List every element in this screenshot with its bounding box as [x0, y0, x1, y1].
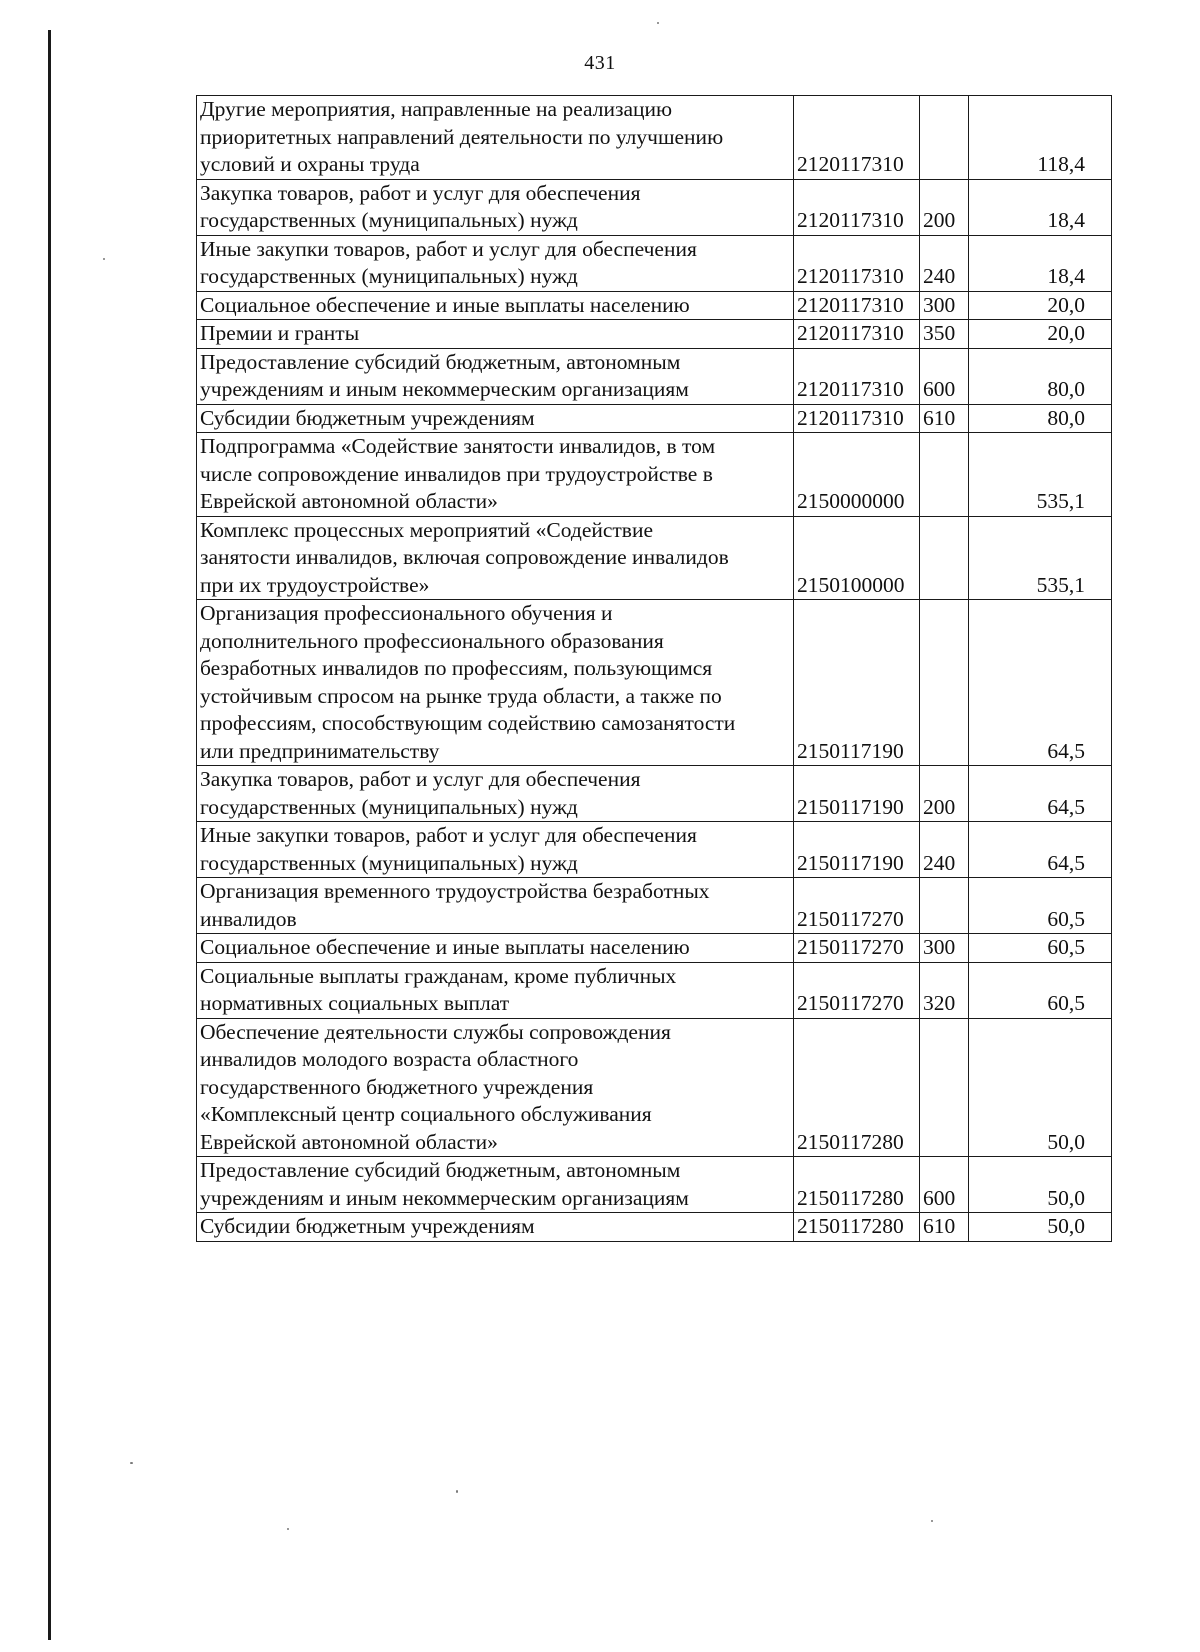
row-name-line: Предоставление субсидий бюджетным, автономным	[200, 1158, 681, 1182]
row-name-line: устойчивым спросом на рынке труда области, а также по	[200, 683, 722, 708]
table-row	[197, 962, 1112, 1018]
row-name-line: государственных (муниципальных) нужд	[200, 850, 578, 875]
row-type-cell: 200	[920, 766, 969, 822]
row-name-cell	[197, 433, 794, 517]
row-name-line: Другие мероприятия, направленные на реализацию	[200, 97, 673, 121]
row-code-cell: 2150117190	[794, 600, 920, 766]
table-row	[197, 320, 1112, 349]
row-type-cell: 610	[920, 1213, 969, 1242]
row-amount-cell: 64,5	[969, 766, 1112, 822]
row-code-cell: 2150117280	[794, 1213, 920, 1242]
row-type-cell	[920, 1018, 969, 1157]
row-name-line: Предоставление субсидий бюджетным, автономным	[200, 349, 681, 374]
row-name-line: или предпринимательству	[200, 738, 440, 763]
row-name-line: Иные закупки товаров, работ и услуг для обеспечения	[200, 236, 697, 261]
row-name-line: государственных (муниципальных) нужд	[200, 264, 578, 288]
table-row	[197, 766, 1112, 822]
table-row	[197, 1018, 1112, 1157]
row-amount-cell: 50,0	[969, 1213, 1112, 1242]
row-code-cell: 2150117280	[794, 1018, 920, 1157]
row-type-cell: 240	[920, 822, 969, 878]
row-type-cell	[920, 516, 969, 600]
row-name-cell	[197, 934, 794, 963]
row-code-cell: 2150117270	[794, 878, 920, 934]
table-row	[197, 1213, 1112, 1242]
table-row	[197, 179, 1112, 235]
row-name-line: государственных (муниципальных) нужд	[200, 208, 578, 232]
table-row	[197, 404, 1112, 433]
row-name-line: условий и охраны труда	[200, 152, 420, 176]
table-row	[197, 433, 1112, 517]
row-name-line: Закупка товаров, работ и услуг для обеспечения	[200, 180, 641, 205]
row-code-cell: 2120117310	[794, 291, 920, 320]
row-type-cell: 600	[920, 1157, 969, 1213]
row-name-line: Еврейской автономной области»	[200, 1129, 498, 1154]
row-name-line: Премии и гранты	[200, 321, 360, 345]
row-name-line: государственного бюджетного учреждения	[200, 1074, 594, 1099]
row-name-line: дополнительного профессионального образования	[200, 628, 664, 653]
row-code-cell: 2150117270	[794, 962, 920, 1018]
row-name-cell	[197, 962, 794, 1018]
row-amount-cell: 535,1	[969, 433, 1112, 517]
page-number: 431	[584, 52, 616, 74]
row-amount-cell: 80,0	[969, 348, 1112, 404]
row-type-cell: 300	[920, 291, 969, 320]
scan-speck	[456, 1490, 458, 1493]
table-row	[197, 1157, 1112, 1213]
row-name-line: числе сопровождение инвалидов при трудоустройстве в	[200, 461, 713, 486]
table-row	[197, 934, 1112, 963]
row-name-line: Субсидии бюджетным учреждениям	[200, 405, 535, 430]
row-name-cell	[197, 404, 794, 433]
row-type-cell: 200	[920, 179, 969, 235]
row-type-cell	[920, 878, 969, 934]
scan-speck	[130, 1462, 133, 1464]
row-name-cell	[197, 179, 794, 235]
row-amount-cell: 60,5	[969, 878, 1112, 934]
table-row	[197, 348, 1112, 404]
row-name-cell	[197, 235, 794, 291]
row-amount-cell: 64,5	[969, 600, 1112, 766]
row-amount-cell: 50,0	[969, 1018, 1112, 1157]
row-type-cell	[920, 433, 969, 517]
table-row	[197, 291, 1112, 320]
row-code-cell: 2150000000	[794, 433, 920, 517]
row-name-line: учреждениям и иным некоммерческим организациям	[200, 1185, 689, 1210]
row-code-cell: 2120117310	[794, 179, 920, 235]
row-amount-cell: 18,4	[969, 235, 1112, 291]
row-name-line: Социальные выплаты гражданам, кроме публичных	[200, 963, 677, 988]
row-name-line: нормативных социальных выплат	[200, 991, 510, 1015]
row-amount-cell: 535,1	[969, 516, 1112, 600]
table-row	[197, 96, 1112, 180]
row-amount-cell: 60,5	[969, 934, 1112, 963]
row-name-cell	[197, 822, 794, 878]
row-name-line: Подпрограмма «Содействие занятости инвалидов, в том	[200, 434, 716, 458]
row-code-cell: 2120117310	[794, 96, 920, 180]
row-code-cell: 2150117190	[794, 766, 920, 822]
row-name-cell	[197, 1157, 794, 1213]
row-name-line: инвалидов	[200, 906, 297, 931]
row-code-cell: 2150117190	[794, 822, 920, 878]
table-row	[197, 822, 1112, 878]
row-name-line: «Комплексный центр социального обслуживания	[200, 1102, 652, 1126]
row-name-line: Комплекс процессных мероприятий «Содействие	[200, 517, 654, 542]
row-name-cell	[197, 878, 794, 934]
budget-table-body	[197, 96, 1112, 1242]
row-amount-cell: 20,0	[969, 320, 1112, 349]
row-code-cell: 2150117280	[794, 1157, 920, 1213]
table-row	[197, 600, 1112, 766]
scan-speck	[931, 1520, 933, 1522]
row-type-cell	[920, 600, 969, 766]
row-name-line: Организация временного трудоустройства безработных	[200, 879, 710, 903]
row-name-line: учреждениям и иным некоммерческим организациям	[200, 377, 689, 401]
row-amount-cell: 60,5	[969, 962, 1112, 1018]
row-type-cell: 240	[920, 235, 969, 291]
row-name-line: профессиям, способствующим содействию самозанятости	[200, 711, 736, 735]
row-name-cell	[197, 1018, 794, 1157]
row-name-cell	[197, 291, 794, 320]
budget-table	[196, 95, 1112, 1242]
row-name-line: Социальное обеспечение и иные выплаты населению	[200, 292, 690, 317]
row-amount-cell: 64,5	[969, 822, 1112, 878]
row-amount-cell: 80,0	[969, 404, 1112, 433]
row-name-cell	[197, 516, 794, 600]
scan-speck	[103, 258, 105, 260]
row-name-line: Обеспечение деятельности службы сопровождения	[200, 1019, 671, 1044]
table-row	[197, 878, 1112, 934]
row-name-line: Организация профессионального обучения и	[200, 601, 613, 625]
row-name-line: Закупка товаров, работ и услуг для обеспечения	[200, 767, 641, 791]
row-type-cell: 320	[920, 962, 969, 1018]
row-code-cell: 2120117310	[794, 235, 920, 291]
row-name-line: при их трудоустройстве»	[200, 572, 430, 597]
row-code-cell: 2120117310	[794, 404, 920, 433]
row-name-line: Еврейской автономной области»	[200, 489, 498, 513]
scan-speck	[287, 1528, 289, 1530]
row-name-line: государственных (муниципальных) нужд	[200, 794, 578, 819]
row-name-line: Социальное обеспечение и иные выплаты населению	[200, 935, 690, 959]
row-name-cell	[197, 96, 794, 180]
row-code-cell: 2150100000	[794, 516, 920, 600]
row-amount-cell: 50,0	[969, 1157, 1112, 1213]
row-code-cell: 2120117310	[794, 320, 920, 349]
row-type-cell	[920, 96, 969, 180]
row-name-line: занятости инвалидов, включая сопровождение инвалидов	[200, 545, 729, 569]
row-type-cell: 300	[920, 934, 969, 963]
table-row	[197, 235, 1112, 291]
row-amount-cell: 18,4	[969, 179, 1112, 235]
row-amount-cell: 20,0	[969, 291, 1112, 320]
row-code-cell: 2150117270	[794, 934, 920, 963]
table-row	[197, 516, 1112, 600]
row-name-cell	[197, 320, 794, 349]
row-name-line: Иные закупки товаров, работ и услуг для обеспечения	[200, 823, 697, 847]
row-type-cell: 350	[920, 320, 969, 349]
row-type-cell: 610	[920, 404, 969, 433]
row-name-line: приоритетных направлений деятельности по улучшению	[200, 124, 724, 149]
row-name-cell	[197, 766, 794, 822]
row-name-cell	[197, 348, 794, 404]
row-name-cell	[197, 600, 794, 766]
row-name-line: безработных инвалидов по профессиям, пользующимся	[200, 656, 713, 680]
row-code-cell: 2120117310	[794, 348, 920, 404]
row-name-line: Субсидии бюджетным учреждениям	[200, 1214, 535, 1238]
binding-edge-line	[48, 30, 51, 1640]
row-name-line: инвалидов молодого возраста областного	[200, 1047, 579, 1071]
row-name-cell	[197, 1213, 794, 1242]
scan-speck	[657, 22, 659, 24]
row-type-cell: 600	[920, 348, 969, 404]
row-amount-cell: 118,4	[969, 96, 1112, 180]
